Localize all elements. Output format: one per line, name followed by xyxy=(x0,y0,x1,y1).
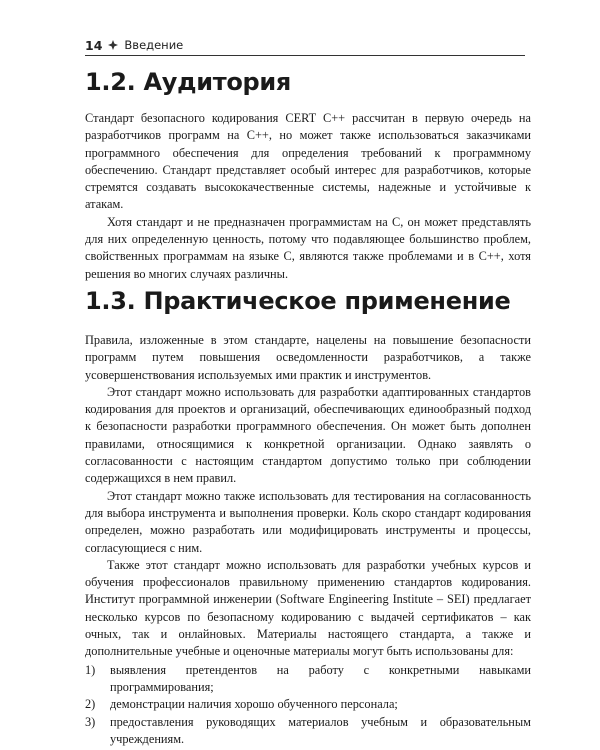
list-item xyxy=(85,662,531,697)
paragraph: Этот стандарт можно также использовать для тестирования на согласованность для выбора инструмента и выполнения проверки. Коль скоро стандарт кодирования определен, можно разработать или модифицировать инструменты и процессы, согласующиеся с ним. xyxy=(85,488,531,555)
list-item xyxy=(85,696,531,713)
running-header xyxy=(85,34,525,56)
list-item-number: 1) xyxy=(85,662,96,677)
usage-list xyxy=(85,662,531,748)
diamond-ornament-icon xyxy=(108,40,118,50)
page-number: 14 xyxy=(85,37,103,53)
paragraph: Этот стандарт можно использовать для разработки адаптированных стандартов кодирования для проектов и организаций, обеспечивающих единообразный подход к безопасности разработки программного обеспечения. Он может быть дополнен правилами, относящимися к конкретной организации. Однако заявлять о согласованности с настоящим стандартом допустимо только при соблюдении содержащихся в нем правил. xyxy=(85,384,531,486)
list-item-number: 2) xyxy=(85,697,96,712)
paragraph: Правила, изложенные в этом стандарте, нацелены на повышение безопасности программ путем повышения осведомленности разработчиков, а также усовершенствования используемых ими практик и инструментов. xyxy=(85,333,531,382)
paragraph: Хотя стандарт и не предназначен программистам на C, он может представлять для них определенную ценность, потому что подавляющее большинство проблем, свойственных программам на языке C, являются также проблемами и в C++, хотя решения во многих случаях различны. xyxy=(85,214,531,281)
section-name: Введение xyxy=(124,38,184,52)
paragraph: Стандарт безопасного кодирования CERT C++ рассчитан в первую очередь на разработчиков программ на C++, но может также использоваться заказчиками программного обеспечения для определения требований к программному обеспечению. Стандарт представляет особый интерес для разработчиков, которые стремятся создавать высококачественные системы, надежные и устойчивые к атакам. xyxy=(85,111,531,212)
list-item-text: демонстрации наличия хорошо обученного персонала; xyxy=(110,697,398,712)
list-item xyxy=(85,714,531,749)
header-rule xyxy=(85,55,525,56)
section-heading-1-2: 1.2. Аудитория xyxy=(85,68,292,96)
section-heading-1-3: 1.3. Практическое применение xyxy=(85,287,511,315)
list-item-text: предоставления руководящих материалов учебным и образовательным учреждениям. xyxy=(110,714,531,746)
list-item-number: 3) xyxy=(85,714,96,729)
section-body-1-2 xyxy=(85,110,531,283)
paragraph: Также этот стандарт можно использовать для разработки учебных курсов и обучения профессионалов правильному применению стандартов кодирования. Институт программной инженерии (Software Engineering Institute – SEI) предлагает несколько курсов по безопасному кодированию с выдачей сертификатов – как очных, так и онлайновых. Материалы настоящего стандарта, а также и дополнительные учебные и оценочные материалы могут быть использованы для: xyxy=(85,557,531,659)
list-item-text: выявления претендентов на работу с конкретными навыками программирования; xyxy=(110,662,531,694)
section-body-1-3 xyxy=(85,332,531,748)
